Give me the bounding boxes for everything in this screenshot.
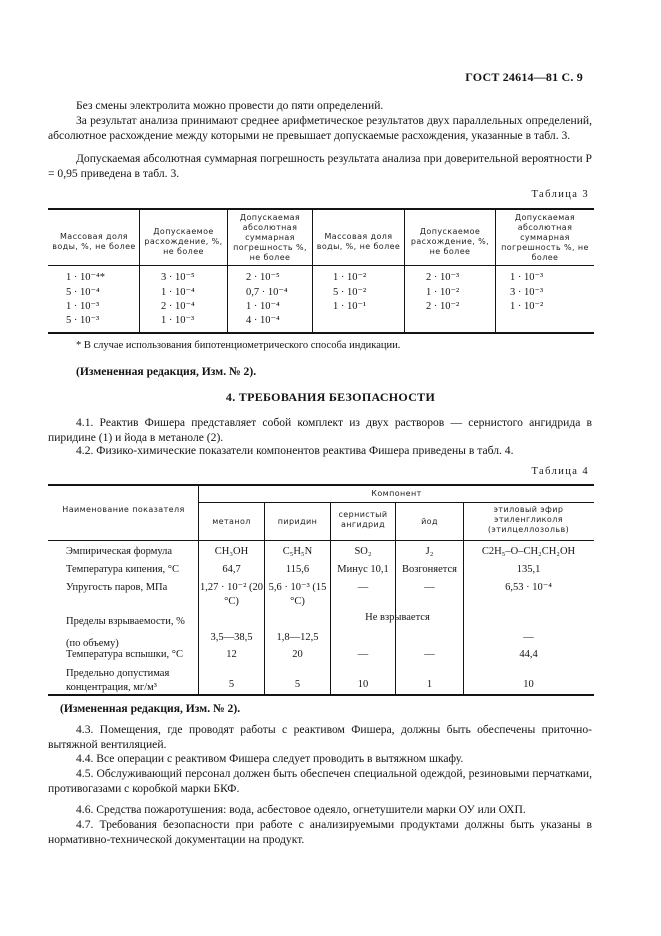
table4-col-header: йод — [421, 517, 438, 526]
paragraph-4-7: 4.7. Требования безопасности при работе с анализируемыми продуктами должны быть указаны в нормативно-технической документации на продукт. — [48, 818, 592, 847]
table3-top-rule — [48, 208, 594, 210]
table4-cell: 6,53 · 10⁻⁴ — [505, 582, 552, 593]
table3-cell: 0,7 · 10⁻⁴ — [246, 287, 288, 298]
table4-cell: 5 — [294, 679, 301, 690]
table3-cell: 1 · 10⁻² — [510, 301, 544, 312]
edition-note: (Измененная редакция, Изм. № 2). — [76, 365, 257, 378]
table4-cell: 115,6 — [285, 564, 310, 575]
table4-cell: C₅H₅N — [282, 546, 313, 557]
table4-cell: 64,7 — [222, 564, 241, 575]
table4-cell: J₂ — [425, 546, 434, 557]
table3-divider — [404, 209, 405, 332]
table4-cell: 1,27 · 10⁻² (20 °С) — [200, 582, 263, 607]
table4-cell: — — [424, 649, 435, 660]
table3-header-cell: Массовая доля воды, %, не более — [316, 232, 401, 251]
section-title: 4. ТРЕБОВАНИЯ БЕЗОПАСНОСТИ — [225, 390, 436, 404]
paragraph-4-5: 4.5. Обслуживающий персонал должен быть обеспечен специальной одеждой, резиновыми перчатками, противогазами с коробкой марки БКФ. — [48, 767, 592, 796]
table4-caption: Таблица 4 — [531, 466, 589, 477]
table4-row-name: Предельно допустимая концентрация, мг/м³ — [66, 668, 170, 693]
table4-header-rule — [48, 540, 594, 541]
table4-cell: — — [523, 632, 534, 643]
table3-header-cell: Допускаемая абсолютная суммарная погрешность %, не более — [233, 213, 307, 262]
table3-divider — [139, 209, 140, 332]
table4-col-header: метанол — [212, 517, 251, 526]
table3-cell: 2 · 10⁻² — [426, 301, 460, 312]
table3-cell: 2 · 10⁻³ — [426, 272, 460, 283]
table3-cell: 1 · 10⁻⁴ — [161, 287, 195, 298]
table4-cell: 10 — [523, 679, 534, 690]
paragraph-result: За результат анализа принимают среднее арифметическое результатов двух параллельных определений, абсолютное расхождение между которыми не превышает допускаемые расхождения, указанные в табл. 3. — [48, 114, 592, 143]
page-header: ГОСТ 24614—81 С. 9 — [465, 70, 583, 84]
table3-cell: 5 · 10⁻⁴ — [66, 287, 100, 298]
table4-divider — [330, 503, 331, 694]
table3-cell: 5 · 10⁻³ — [66, 315, 100, 326]
table3-header-cell: Массовая доля воды, %, не более — [52, 232, 136, 251]
table3-cell: 3 · 10⁻⁵ — [161, 272, 195, 283]
table3-cell: 2 · 10⁻⁴ — [161, 301, 195, 312]
table4-cell: — — [424, 582, 435, 593]
table4-cell: CH₃OH — [214, 546, 249, 557]
table4-cell: 10 — [357, 679, 369, 690]
table4-cell: 20 — [292, 649, 303, 660]
table3-divider — [495, 209, 496, 332]
table3-cell: 1 · 10⁻² — [333, 272, 367, 283]
table3-cell: 1 · 10⁻³ — [510, 272, 544, 283]
table4-cell: 135,1 — [516, 564, 541, 575]
paragraph-error: Допускаемая абсолютная суммарная погрешность результата анализа при доверительной вероятности P = 0,95 приведена в табл. 3. — [48, 152, 592, 181]
table3-cell: 1 · 10⁻³ — [66, 301, 100, 312]
table4-row-name: Эмпирическая формула — [66, 546, 173, 557]
table3-cell: 5 · 10⁻² — [333, 287, 367, 298]
table4-cell: — — [357, 649, 369, 660]
table4-top-rule — [48, 484, 594, 486]
table4-cell: Не взрывается — [365, 612, 430, 623]
table4-cell: 1 — [426, 679, 433, 690]
table3-cell: 3 · 10⁻³ — [510, 287, 544, 298]
table3-cell: 1 · 10⁻³ — [161, 315, 195, 326]
table4-col-header: этиловый эфир этиленгликоля (этилцеллозольв) — [487, 505, 570, 534]
table3-header-cell: Допускаемое расхождение, %, не более — [410, 227, 490, 256]
table3-bottom-rule — [48, 332, 594, 334]
table3-header-cell: Допускаемая абсолютная суммарная погрешность %, не более — [501, 213, 589, 262]
table4-col-header: сернистый ангидрид — [338, 510, 388, 529]
table3-divider — [312, 209, 313, 332]
table3-divider — [227, 209, 228, 332]
table4-cell: 44,4 — [519, 649, 538, 660]
paragraph-4-6: 4.6. Средства пожаротушения: вода, асбестовое одеяло, огнетушители марки ОУ или ОХП. — [76, 803, 526, 816]
table3-header-rule — [48, 265, 594, 266]
table3-cell: 1 · 10⁻⁴* — [66, 272, 105, 283]
paragraph-electrolyte: Без смены электролита можно провести до пяти определений. — [76, 99, 384, 112]
table4-col-header: пиридин — [277, 517, 318, 526]
table4-cell: 5,6 · 10⁻³ (15 °С) — [268, 582, 327, 607]
table4-cell: 1,8—12,5 — [276, 632, 319, 643]
table3-cell: 1 · 10⁻¹ — [333, 301, 367, 312]
paragraph-4-3: 4.3. Помещения, где проводят работы с реактивом Фишера, должны быть обеспечены приточно-вытяжной вентиляцией. — [48, 723, 592, 752]
table3-cell: 1 · 10⁻² — [426, 287, 460, 298]
table4-divider — [395, 503, 396, 694]
table4-component-header: Компонент — [371, 489, 422, 498]
table4-cell: SO₂ — [354, 546, 372, 557]
paragraph-4-4: 4.4. Все операции с реактивом Фишера следует проводить в вытяжном шкафу. — [76, 752, 464, 765]
table4-row-name: Пределы взрываемости, % (по объему) — [66, 616, 185, 649]
table4-cell: C2H₅–O–CH₂CH₂OH — [481, 546, 576, 557]
edition-note-2: (Измененная редакция, Изм. № 2). — [60, 702, 241, 715]
table4-row-name: Упругость паров, МПа — [66, 582, 168, 593]
paragraph-4-2: 4.2. Физико-химические показатели компонентов реактива Фишера приведены в табл. 4. — [76, 444, 514, 457]
table3-cell: 1 · 10⁻⁴ — [246, 301, 280, 312]
table4-row-name: Температура кипения, °С — [66, 564, 179, 575]
table4-cell: 3,5—38,5 — [210, 632, 253, 643]
table4-cell: Минус 10,1 — [337, 564, 389, 575]
paragraph-4-1: 4.1. Реактив Фишера представляет собой комплект из двух растворов — сернистого ангидрида в пиридине (1) и йода в метаноле (2). — [48, 416, 592, 445]
table4-component-rule — [199, 502, 594, 503]
table3-footnote: * В случае использования бипотенциометрического способа индикации. — [76, 340, 401, 351]
table3-cell: 4 · 10⁻⁴ — [246, 315, 280, 326]
table4-name-header: Наименование показателя — [62, 505, 185, 514]
table4-cell: 12 — [226, 649, 237, 660]
table3-caption: Таблица 3 — [531, 189, 589, 200]
table4-cell: 5 — [228, 679, 235, 690]
table3-cell: 2 · 10⁻⁵ — [246, 272, 280, 283]
table4-row-name: Температура вспышки, °С — [66, 649, 183, 660]
table4-cell: Возгоняется — [401, 564, 457, 575]
table3-header-cell: Допускаемое расхождение, %, не более — [144, 227, 223, 256]
table4-cell: — — [357, 582, 369, 593]
